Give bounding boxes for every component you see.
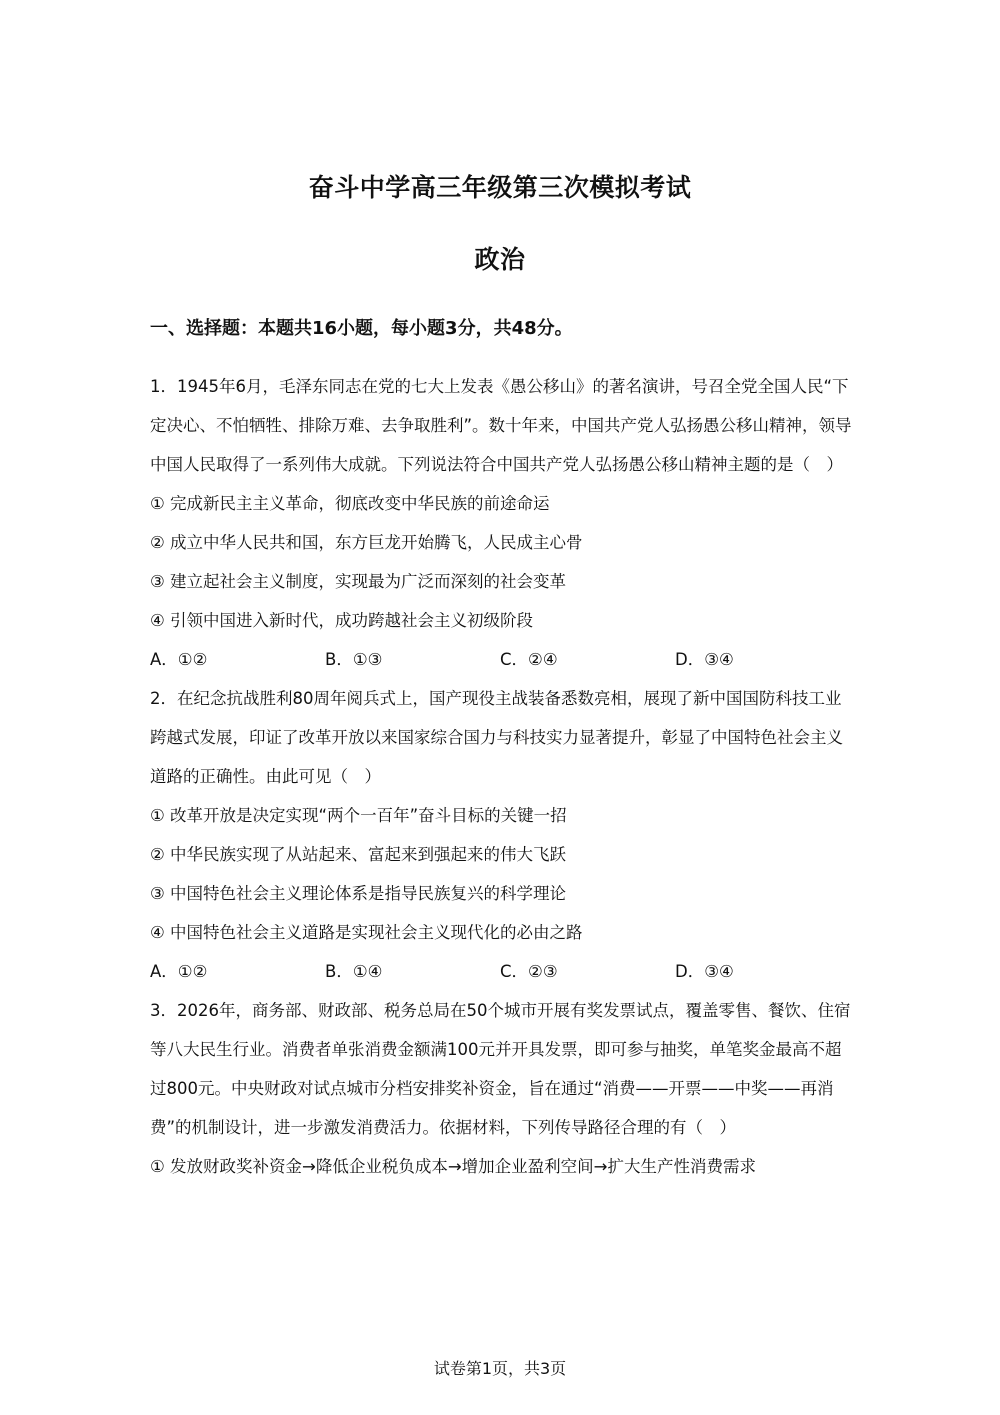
- question-option: ④ 中国特色社会主义道路是实现社会主义现代化的必由之路: [150, 923, 583, 942]
- page-footer: 试卷第1页，共3页: [433, 1359, 567, 1378]
- question-option: ① 完成新民主主义革命，彻底改变中华民族的前途命运: [150, 494, 550, 513]
- choice-a: A．①②: [150, 650, 208, 669]
- question-option: ③ 建立起社会主义制度，实现最为广泛而深刻的社会变革: [150, 572, 567, 591]
- choice-b: B．①③: [325, 650, 383, 669]
- question-option: ③ 中国特色社会主义理论体系是指导民族复兴的科学理论: [150, 884, 567, 903]
- question-stem: 1．1945年6月，毛泽东同志在党的七大上发表《愚公移山》的著名演讲，号召全党全国人民“下定决心、不怕牺牲、排除万难、去争取胜利”。数十年来，中国共产党人弘扬愚公移山精神，领导中国人民取得了一系列伟大成就。下列说法符合中国共产党人弘扬愚公移山精神主题的是（ ）: [150, 377, 852, 474]
- section-heading: 一、选择题：本题共16小题，每小题3分，共48分。: [150, 318, 573, 339]
- exam-title: 奋斗中学高三年级第三次模拟考试: [308, 173, 692, 202]
- choice-a: A．①②: [150, 962, 208, 981]
- answer-choices: [150, 640, 855, 679]
- question-option: ② 成立中华人民共和国，东方巨龙开始腾飞，人民成主心骨: [150, 533, 583, 552]
- question-2: [150, 679, 855, 991]
- question-stem: 3．2026年，商务部、财政部、税务总局在50个城市开展有奖发票试点，覆盖零售、餐饮、住宿等八大民生行业。消费者单张消费金额满100元并开具发票，即可参与抽奖，单笔奖金最高不超过800元。中央财政对试点城市分档安排奖补资金，旨在通过“消费——开票——中奖——再消费”的机制设计，进一步激发消费活力。依据材料，下列传导路径合理的有（ ）: [150, 1001, 851, 1137]
- choice-d: D．③④: [675, 962, 734, 981]
- choice-b: B．①④: [325, 962, 383, 981]
- question-option: ① 发放财政奖补资金→降低企业税负成本→增加企业盈利空间→扩大生产性消费需求: [150, 1157, 757, 1176]
- answer-choices: [150, 952, 855, 991]
- question-option: ④ 引领中国进入新时代，成功跨越社会主义初级阶段: [150, 611, 534, 630]
- choice-c: C．②③: [500, 962, 558, 981]
- subject-title: 政治: [474, 245, 526, 274]
- question-option: ② 中华民族实现了从站起来、富起来到强起来的伟大飞跃: [150, 845, 567, 864]
- question-list: [150, 367, 855, 1186]
- question-3: [150, 991, 855, 1186]
- question-stem: 2．在纪念抗战胜利80周年阅兵式上，国产现役主战装备悉数亮相，展现了新中国国防科技工业跨越式发展，印证了改革开放以来国家综合国力与科技实力显著提升，彰显了中国特色社会主义道路的正确性。由此可见（ ）: [150, 689, 843, 786]
- choice-d: D．③④: [675, 650, 734, 669]
- choice-c: C．②④: [500, 650, 558, 669]
- question-1: [150, 367, 855, 679]
- question-option: ① 改革开放是决定实现“两个一百年”奋斗目标的关键一招: [150, 806, 567, 825]
